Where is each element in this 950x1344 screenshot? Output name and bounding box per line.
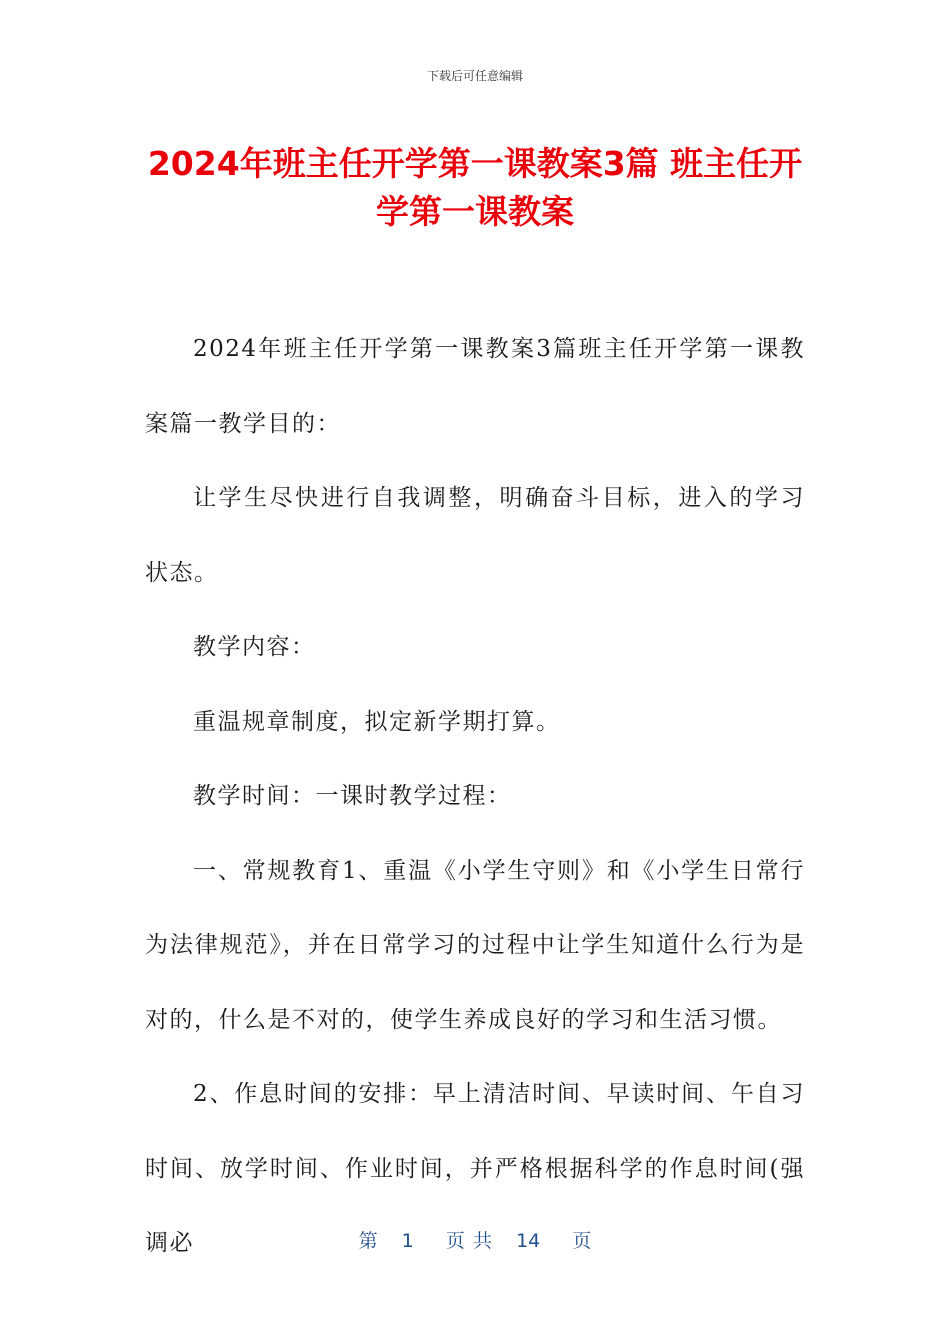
paragraph: 2024年班主任开学第一课教案3篇班主任开学第一课教案篇一教学目的：	[145, 336, 805, 437]
paragraph: 2、作息时间的安排：早上清洁时间、早读时间、午自习时间、放学时间、作业时间，并严格根据科学的作息时间(强调必	[145, 1081, 805, 1256]
document-title: 2024年班主任开学第一课教案3篇 班主任开学第一课教案	[147, 144, 803, 231]
page-footer	[0, 1226, 950, 1253]
page-number-label: 第 1 页 共 14 页	[358, 1230, 592, 1252]
paragraph: 教学时间：一课时教学过程：	[193, 783, 512, 809]
document-body	[145, 312, 805, 1281]
paragraph: 重温规章制度，拟定新学期打算。	[193, 708, 561, 735]
paragraph: 一、常规教育1、重温《小学生守则》和《小学生日常行为法律规范》，并在日常学习的过程中让学生知道什么行为是对的，什么是不对的，使学生养成良好的学习和生活习惯。	[145, 857, 805, 1033]
header-note: 下载后可任意编辑	[426, 69, 523, 83]
paragraph: 教学内容：	[193, 634, 316, 660]
paragraph: 让学生尽快进行自我调整，明确奋斗目标，进入的学习状态。	[145, 485, 805, 586]
